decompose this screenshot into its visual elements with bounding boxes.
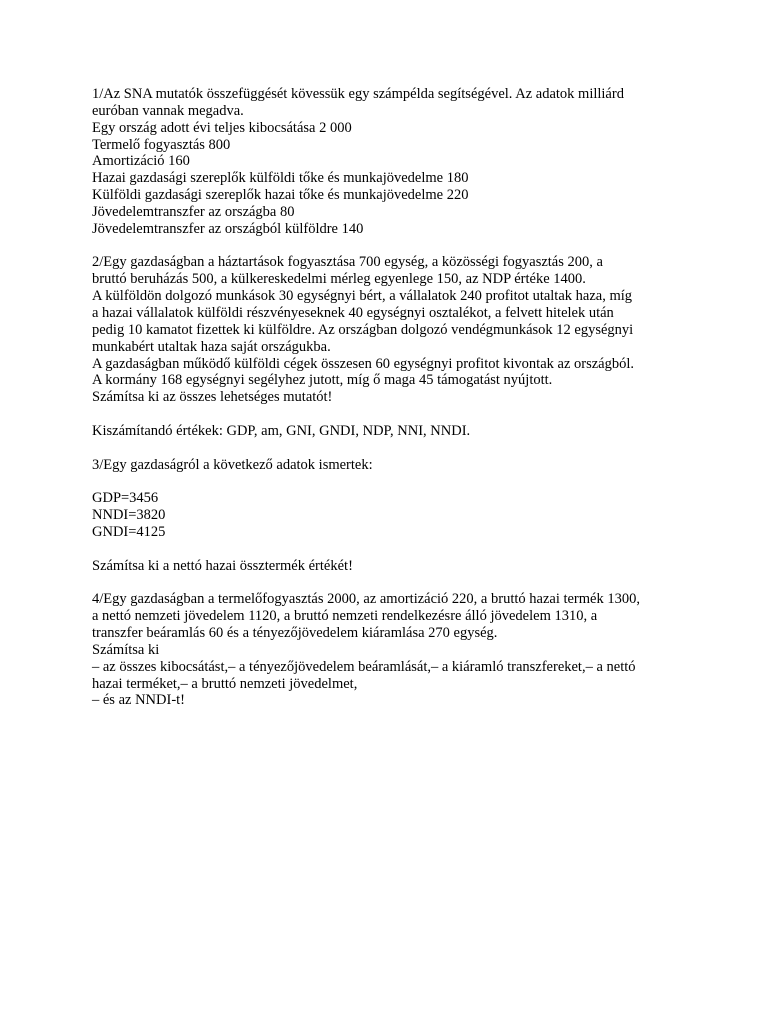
text-line: Számítsa ki a nettó hazai össztermék értékét! <box>92 557 353 574</box>
exercise-3-data <box>92 490 692 541</box>
text-line: 2/Egy gazdaságban a háztartások fogyasztása 700 egység, a közösségi fogyasztás 200, a <box>92 254 603 271</box>
text-line: Amortizáció 160 <box>92 153 190 170</box>
text-line: hazai terméket,– a bruttó nemzeti jövedelmet, <box>92 675 358 692</box>
text-line: Kiszámítandó értékek: GDP, am, GNI, GNDI, NDP, NNI, NNDI. <box>92 422 471 439</box>
text-line: A gazdaságban működő külföldi cégek összesen 60 egységnyi profitot kivontak az országból. <box>92 355 635 372</box>
text-line: A külföldön dolgozó munkások 30 egységnyi bért, a vállalatok 240 profitot utaltak haza, míg <box>92 288 633 305</box>
text-line: 1/Az SNA mutatók összefüggését kövessük egy számpélda segítségével. Az adatok milliárd <box>92 86 624 102</box>
text-line: munkabért utaltak haza saját országukba. <box>92 338 331 355</box>
exercise-3-task <box>92 558 692 575</box>
text-line: Hazai gazdasági szereplők külföldi tőke és munkajövedelme 180 <box>92 170 469 187</box>
exercise-2 <box>92 254 692 406</box>
text-line: Termelő fogyasztás 800 <box>92 136 231 153</box>
text-line: – és az NNDI-t! <box>92 692 186 709</box>
text-line: transzfer beáramlás 60 és a tényezőjövedelem kiáramlása 270 egység. <box>92 625 498 641</box>
text-line: 3/Egy gazdaságról a következő adatok ismertek: <box>92 456 373 473</box>
text-line: Számítsa ki az összes lehetséges mutatót! <box>92 389 333 406</box>
text-line: GNDI=4125 <box>92 523 166 540</box>
text-line: Jövedelemtranszfer az országból külföldre 140 <box>92 220 364 237</box>
text-line: Jövedelemtranszfer az országba 80 <box>92 203 295 220</box>
text-line: Számítsa ki <box>92 641 160 658</box>
text-line: a hazai vállalatok külföldi részvényeseknek 40 egységnyi osztalékot, a felvett hitelek után <box>92 304 614 321</box>
text-line: 4/Egy gazdaságban a termelőfogyasztás 2000, az amortizáció 220, a bruttó hazai termék 1300, <box>92 591 640 608</box>
text-line: euróban vannak megadva. <box>92 102 244 119</box>
text-line: Külföldi gazdasági szereplők hazai tőke és munkajövedelme 220 <box>92 187 469 204</box>
exercise-1 <box>92 86 692 238</box>
text-line: a nettó nemzeti jövedelem 1120, a bruttó nemzeti rendelkezésre álló jövedelem 1310, a <box>92 608 598 625</box>
text-line: GDP=3456 <box>92 490 159 507</box>
text-line: Egy ország adott évi teljes kibocsátása 2 000 <box>92 119 352 136</box>
text-line: bruttó beruházás 500, a külkereskedelmi mérleg egyenlege 150, az NDP értéke 1400. <box>92 271 586 288</box>
text-line: – az összes kibocsátást,– a tényezőjövedelem beáramlását,– a kiáramló transzfereket,– a nettó <box>92 658 636 675</box>
exercise-4 <box>92 591 692 709</box>
document-page <box>92 86 692 726</box>
text-line: pedig 10 kamatot fizettek ki külföldre. Az országban dolgozó vendégmunkások 12 egységnyi <box>92 321 634 338</box>
text-line: NNDI=3820 <box>92 507 166 524</box>
exercise-3-intro <box>92 457 692 474</box>
text-line: A kormány 168 egységnyi segélyhez jutott, míg ő maga 45 támogatást nyújtott. <box>92 372 553 389</box>
values-to-calculate <box>92 423 692 440</box>
